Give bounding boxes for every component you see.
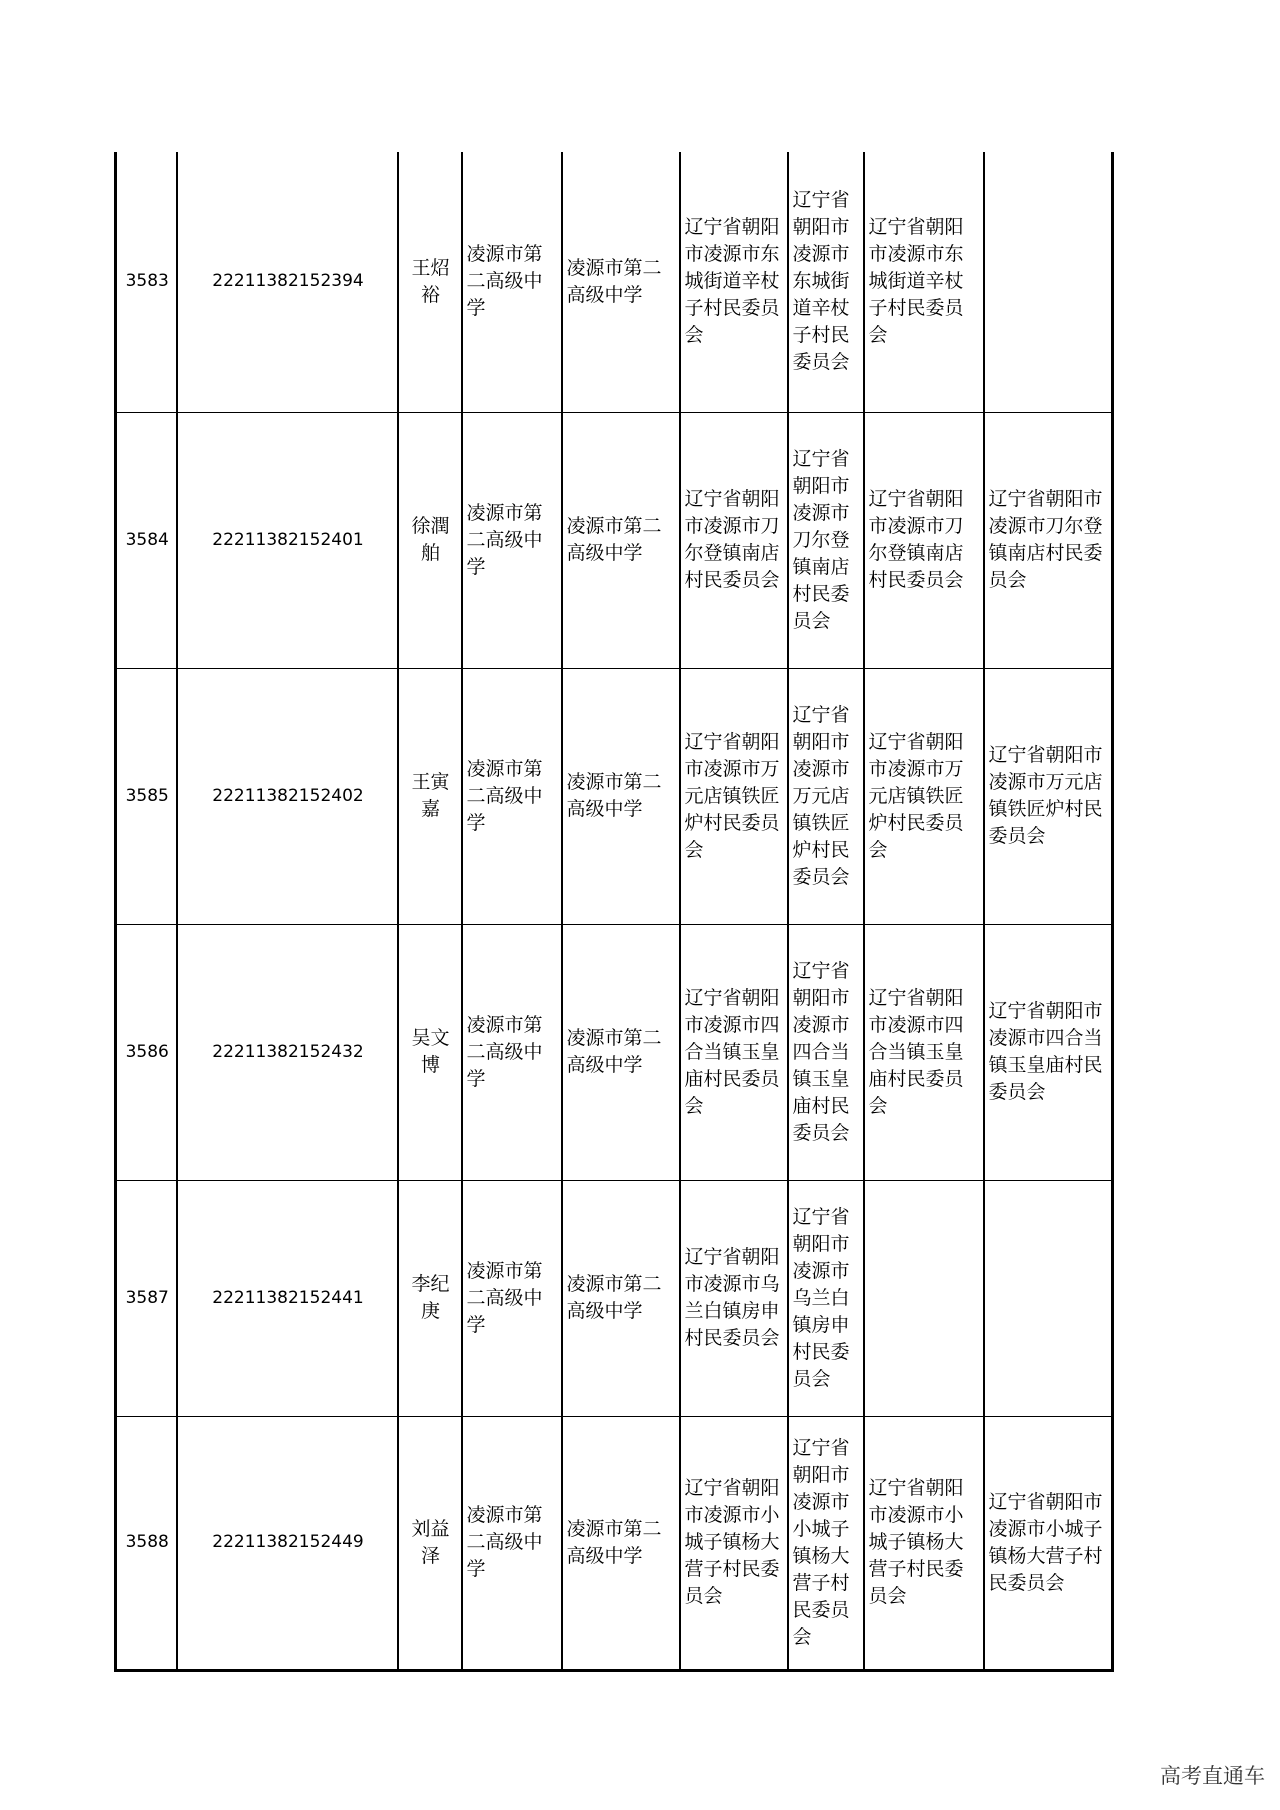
- row-index: 3584: [116, 412, 177, 668]
- address-4: [984, 152, 1113, 412]
- candidate-id: 22211382152394: [177, 152, 398, 412]
- address-1: 辽宁省朝阳市凌源市乌兰白镇房申村民委员会: [680, 1180, 788, 1416]
- row-index: 3587: [116, 1180, 177, 1416]
- student-name: 李纪庚: [398, 1180, 462, 1416]
- row-index: 3588: [116, 1416, 177, 1670]
- school-name: 凌源市第二高级中学: [462, 152, 562, 412]
- school-name: 凌源市第二高级中学: [462, 668, 562, 924]
- table-row: [116, 152, 1113, 412]
- student-name: 王寅嘉: [398, 668, 462, 924]
- student-table: [114, 152, 1114, 1672]
- address-2: 辽宁省朝阳市凌源市刀尔登镇南店村民委员会: [788, 412, 864, 668]
- candidate-id: 22211382152401: [177, 412, 398, 668]
- address-2: 辽宁省朝阳市凌源市乌兰白镇房申村民委员会: [788, 1180, 864, 1416]
- row-index: 3583: [116, 152, 177, 412]
- address-2: 辽宁省朝阳市凌源市小城子镇杨大营子村民委员会: [788, 1416, 864, 1670]
- candidate-id: 22211382152449: [177, 1416, 398, 1670]
- table-row: [116, 924, 1113, 1180]
- student-name: 王炤裕: [398, 152, 462, 412]
- row-index: 3585: [116, 668, 177, 924]
- student-name: 徐潤舶: [398, 412, 462, 668]
- address-4: 辽宁省朝阳市凌源市刀尔登镇南店村民委员会: [984, 412, 1113, 668]
- table-row: [116, 412, 1113, 668]
- address-4: 辽宁省朝阳市凌源市四合当镇玉皇庙村民委员会: [984, 924, 1113, 1180]
- table-row: [116, 1180, 1113, 1416]
- address-4: 辽宁省朝阳市凌源市小城子镇杨大营子村民委员会: [984, 1416, 1113, 1670]
- student-name: 刘益泽: [398, 1416, 462, 1670]
- graduation-school: 凌源市第二高级中学: [562, 924, 680, 1180]
- address-4: [984, 1180, 1113, 1416]
- address-2: 辽宁省朝阳市凌源市东城街道辛杖子村民委员会: [788, 152, 864, 412]
- school-name: 凌源市第二高级中学: [462, 924, 562, 1180]
- address-3: 辽宁省朝阳市凌源市刀尔登镇南店村民委员会: [864, 412, 984, 668]
- address-2: 辽宁省朝阳市凌源市万元店镇铁匠炉村民委员会: [788, 668, 864, 924]
- school-name: 凌源市第二高级中学: [462, 1180, 562, 1416]
- address-1: 辽宁省朝阳市凌源市小城子镇杨大营子村民委员会: [680, 1416, 788, 1670]
- watermark-logo: 高考直通车: [1160, 1764, 1265, 1788]
- graduation-school: 凌源市第二高级中学: [562, 668, 680, 924]
- candidate-id: 22211382152402: [177, 668, 398, 924]
- address-3: 辽宁省朝阳市凌源市四合当镇玉皇庙村民委员会: [864, 924, 984, 1180]
- student-name: 吴文博: [398, 924, 462, 1180]
- table-row: [116, 1416, 1113, 1670]
- row-index: 3586: [116, 924, 177, 1180]
- address-3: [864, 1180, 984, 1416]
- address-1: 辽宁省朝阳市凌源市东城街道辛杖子村民委员会: [680, 152, 788, 412]
- candidate-id: 22211382152441: [177, 1180, 398, 1416]
- address-3: 辽宁省朝阳市凌源市万元店镇铁匠炉村民委员会: [864, 668, 984, 924]
- table-row: [116, 668, 1113, 924]
- school-name: 凌源市第二高级中学: [462, 1416, 562, 1670]
- graduation-school: 凌源市第二高级中学: [562, 152, 680, 412]
- graduation-school: 凌源市第二高级中学: [562, 1180, 680, 1416]
- address-3: 辽宁省朝阳市凌源市东城街道辛杖子村民委员会: [864, 152, 984, 412]
- table-body: [116, 152, 1113, 1670]
- address-4: 辽宁省朝阳市凌源市万元店镇铁匠炉村民委员会: [984, 668, 1113, 924]
- graduation-school: 凌源市第二高级中学: [562, 1416, 680, 1670]
- address-1: 辽宁省朝阳市凌源市四合当镇玉皇庙村民委员会: [680, 924, 788, 1180]
- address-3: 辽宁省朝阳市凌源市小城子镇杨大营子村民委员会: [864, 1416, 984, 1670]
- address-1: 辽宁省朝阳市凌源市万元店镇铁匠炉村民委员会: [680, 668, 788, 924]
- address-2: 辽宁省朝阳市凌源市四合当镇玉皇庙村民委员会: [788, 924, 864, 1180]
- address-1: 辽宁省朝阳市凌源市刀尔登镇南店村民委员会: [680, 412, 788, 668]
- candidate-id: 22211382152432: [177, 924, 398, 1180]
- graduation-school: 凌源市第二高级中学: [562, 412, 680, 668]
- school-name: 凌源市第二高级中学: [462, 412, 562, 668]
